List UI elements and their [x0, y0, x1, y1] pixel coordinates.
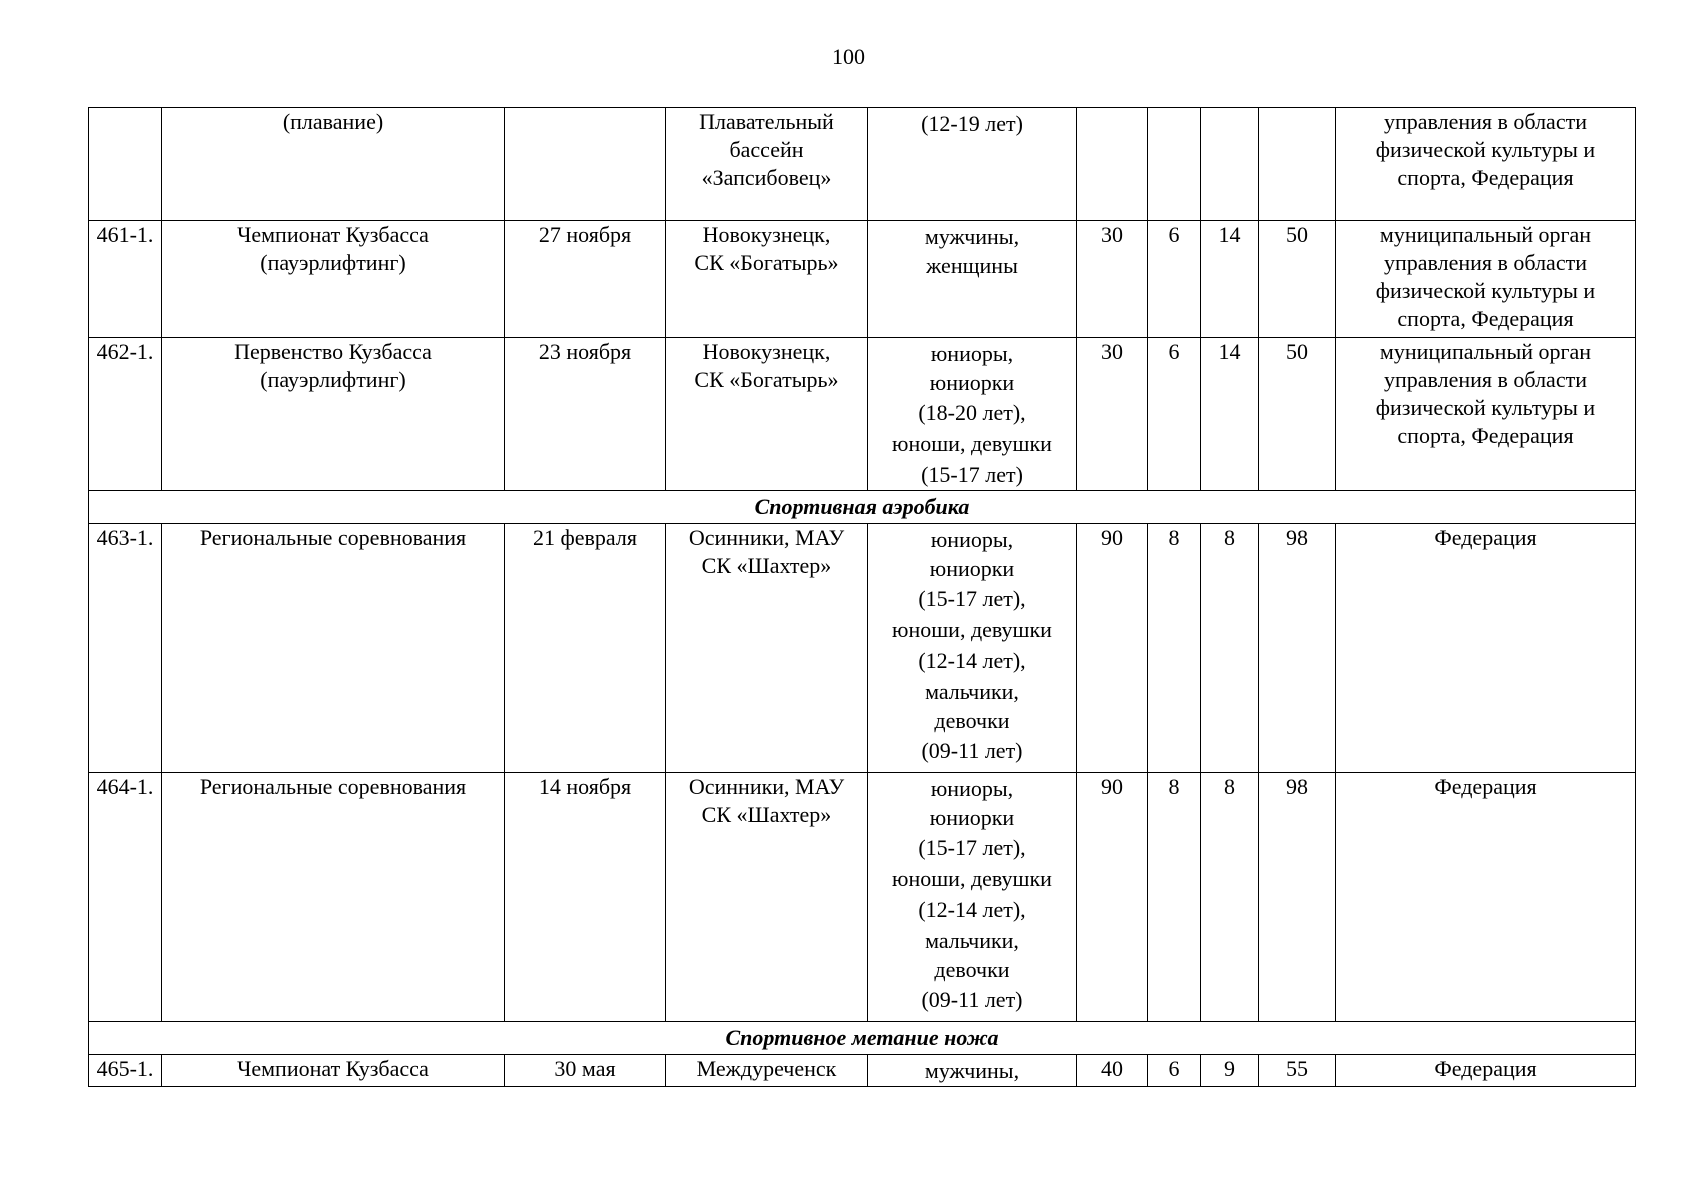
- events-table: [88, 107, 1636, 1087]
- participants-cell: [868, 108, 1077, 221]
- count-c1-cell: 30: [1077, 221, 1148, 338]
- event-place-cell: [666, 524, 868, 773]
- organizer-line: муниципальный орган: [1379, 339, 1592, 364]
- organizer-cell: [1336, 524, 1636, 773]
- event-date-cell: 30 мая: [505, 1055, 666, 1087]
- event-name-cell: [162, 108, 505, 221]
- event-place-line: бассейн: [729, 137, 804, 162]
- table-row: [89, 108, 1636, 221]
- organizer-line: спорта, Федерация: [1397, 165, 1574, 190]
- participants-line: мужчины,: [924, 1058, 1020, 1083]
- table-row: [89, 524, 1636, 773]
- organizer-line: спорта, Федерация: [1397, 423, 1574, 448]
- participants-cell: [868, 338, 1077, 491]
- event-name-cell: [162, 221, 505, 338]
- organizer-line: управления в области: [1384, 250, 1587, 275]
- event-place-line: Осинники, МАУ: [688, 525, 845, 550]
- participants-line: юниорки: [929, 556, 1015, 581]
- participants-line: (15-17 лет),: [918, 835, 1026, 860]
- count-c3-cell: 9: [1201, 1055, 1259, 1087]
- organizer-cell: [1336, 108, 1636, 221]
- section-row: [89, 491, 1636, 524]
- event-name-line: (пауэрлифтинг): [260, 367, 406, 392]
- organizer-cell: [1336, 773, 1636, 1022]
- event-date-cell: 21 февраля: [505, 524, 666, 773]
- event-name-line: Первенство Кузбасса: [234, 339, 432, 364]
- section-title: Спортивная аэробика: [89, 491, 1636, 524]
- count-c4-cell: 98: [1259, 773, 1336, 1022]
- event-place-line: Новокузнецк,: [702, 339, 831, 364]
- event-place-line: СК «Шахтер»: [701, 802, 832, 827]
- participants-cell: [868, 1055, 1077, 1087]
- participants-line: (09-11 лет): [921, 987, 1023, 1012]
- organizer-line: спорта, Федерация: [1397, 306, 1574, 331]
- organizer-cell: [1336, 338, 1636, 491]
- participants-line: юниоры,: [930, 776, 1014, 801]
- row-number-cell: 464-1.: [89, 773, 162, 1022]
- organizer-line: управления в области: [1384, 367, 1587, 392]
- count-c4-cell: 50: [1259, 338, 1336, 491]
- event-place-line: «Запсибовец»: [701, 165, 832, 190]
- row-number-cell: 461-1.: [89, 221, 162, 338]
- organizer-line: физической культуры и: [1375, 278, 1596, 303]
- participants-cell: [868, 221, 1077, 338]
- participants-line: (12-14 лет),: [918, 648, 1026, 673]
- row-number-cell: 463-1.: [89, 524, 162, 773]
- event-place-line: Новокузнецк,: [702, 222, 831, 247]
- event-place-cell: [666, 221, 868, 338]
- table-row: [89, 1055, 1636, 1087]
- row-number-cell: [89, 108, 162, 221]
- organizer-line: физической культуры и: [1375, 395, 1596, 420]
- count-c4-cell: 50: [1259, 221, 1336, 338]
- participants-line: мальчики,: [925, 679, 1019, 704]
- participants-line: юниоры,: [930, 527, 1014, 552]
- event-place-line: СК «Богатырь»: [694, 367, 839, 392]
- count-c1-cell: 40: [1077, 1055, 1148, 1087]
- event-name-cell: [162, 524, 505, 773]
- event-place-line: Междуреченск: [696, 1056, 837, 1081]
- participants-cell: [868, 524, 1077, 773]
- event-name-cell: [162, 1055, 505, 1087]
- event-name-cell: [162, 773, 505, 1022]
- participants-line: (15-17 лет),: [918, 586, 1026, 611]
- participants-cell: [868, 773, 1077, 1022]
- row-number-cell: 462-1.: [89, 338, 162, 491]
- organizer-cell: [1336, 221, 1636, 338]
- count-c1-cell: 90: [1077, 524, 1148, 773]
- event-date-cell: [505, 108, 666, 221]
- count-c2-cell: 6: [1148, 221, 1201, 338]
- participants-line: юноши, девушки: [892, 617, 1052, 642]
- organizer-line: Федерация: [1434, 1056, 1537, 1081]
- row-number-cell: 465-1.: [89, 1055, 162, 1087]
- event-name-line: Чемпионат Кузбасса: [237, 222, 429, 247]
- participants-line: (12-19 лет): [921, 111, 1023, 136]
- participants-line: девочки: [934, 708, 1010, 733]
- count-c4-cell: 98: [1259, 524, 1336, 773]
- event-place-line: СК «Богатырь»: [694, 250, 839, 275]
- participants-line: мужчины,: [924, 224, 1020, 249]
- event-name-line: (пауэрлифтинг): [260, 250, 406, 275]
- count-c2-cell: 6: [1148, 1055, 1201, 1087]
- participants-line: (09-11 лет): [921, 738, 1023, 763]
- section-row: [89, 1022, 1636, 1055]
- count-c3-cell: 14: [1201, 221, 1259, 338]
- event-place-line: Плавательный: [699, 109, 834, 134]
- event-name-cell: [162, 338, 505, 491]
- organizer-line: управления в области: [1384, 109, 1587, 134]
- event-place-line: СК «Шахтер»: [701, 553, 832, 578]
- organizer-line: Федерация: [1434, 774, 1537, 799]
- participants-line: (18-20 лет),: [918, 400, 1026, 425]
- event-place-line: Осинники, МАУ: [688, 774, 845, 799]
- participants-line: юноши, девушки: [892, 431, 1052, 456]
- participants-line: (15-17 лет): [921, 462, 1023, 487]
- organizer-line: Федерация: [1434, 525, 1537, 550]
- organizer-line: физической культуры и: [1375, 137, 1596, 162]
- count-c2-cell: 8: [1148, 524, 1201, 773]
- event-name-line: Региональные соревнования: [199, 774, 467, 799]
- participants-line: юниорки: [929, 370, 1015, 395]
- count-c1-cell: 90: [1077, 773, 1148, 1022]
- count-c2-cell: 8: [1148, 773, 1201, 1022]
- organizer-line: муниципальный орган: [1379, 222, 1592, 247]
- event-name-line: Региональные соревнования: [199, 525, 467, 550]
- participants-line: юноши, девушки: [892, 866, 1052, 891]
- participants-line: юниоры,: [930, 341, 1014, 366]
- count-c3-cell: [1201, 108, 1259, 221]
- count-c2-cell: [1148, 108, 1201, 221]
- table-row: [89, 773, 1636, 1022]
- count-c3-cell: 8: [1201, 773, 1259, 1022]
- table-row: [89, 338, 1636, 491]
- event-place-cell: [666, 773, 868, 1022]
- participants-line: женщины: [926, 253, 1018, 278]
- participants-line: девочки: [934, 957, 1010, 982]
- event-name-line: (плавание): [282, 109, 384, 134]
- count-c2-cell: 6: [1148, 338, 1201, 491]
- table-row: [89, 221, 1636, 338]
- count-c1-cell: 30: [1077, 338, 1148, 491]
- page-number: 100: [832, 44, 865, 69]
- event-name-line: Чемпионат Кузбасса: [237, 1056, 429, 1081]
- participants-line: юниорки: [929, 805, 1015, 830]
- event-date-cell: 23 ноября: [505, 338, 666, 491]
- count-c4-cell: [1259, 108, 1336, 221]
- event-place-cell: [666, 108, 868, 221]
- count-c1-cell: [1077, 108, 1148, 221]
- organizer-cell: [1336, 1055, 1636, 1087]
- event-date-cell: 14 ноября: [505, 773, 666, 1022]
- event-date-cell: 27 ноября: [505, 221, 666, 338]
- event-place-cell: [666, 1055, 868, 1087]
- count-c3-cell: 14: [1201, 338, 1259, 491]
- count-c4-cell: 55: [1259, 1055, 1336, 1087]
- section-title: Спортивное метание ножа: [89, 1022, 1636, 1055]
- participants-line: (12-14 лет),: [918, 897, 1026, 922]
- event-place-cell: [666, 338, 868, 491]
- count-c3-cell: 8: [1201, 524, 1259, 773]
- participants-line: мальчики,: [925, 928, 1019, 953]
